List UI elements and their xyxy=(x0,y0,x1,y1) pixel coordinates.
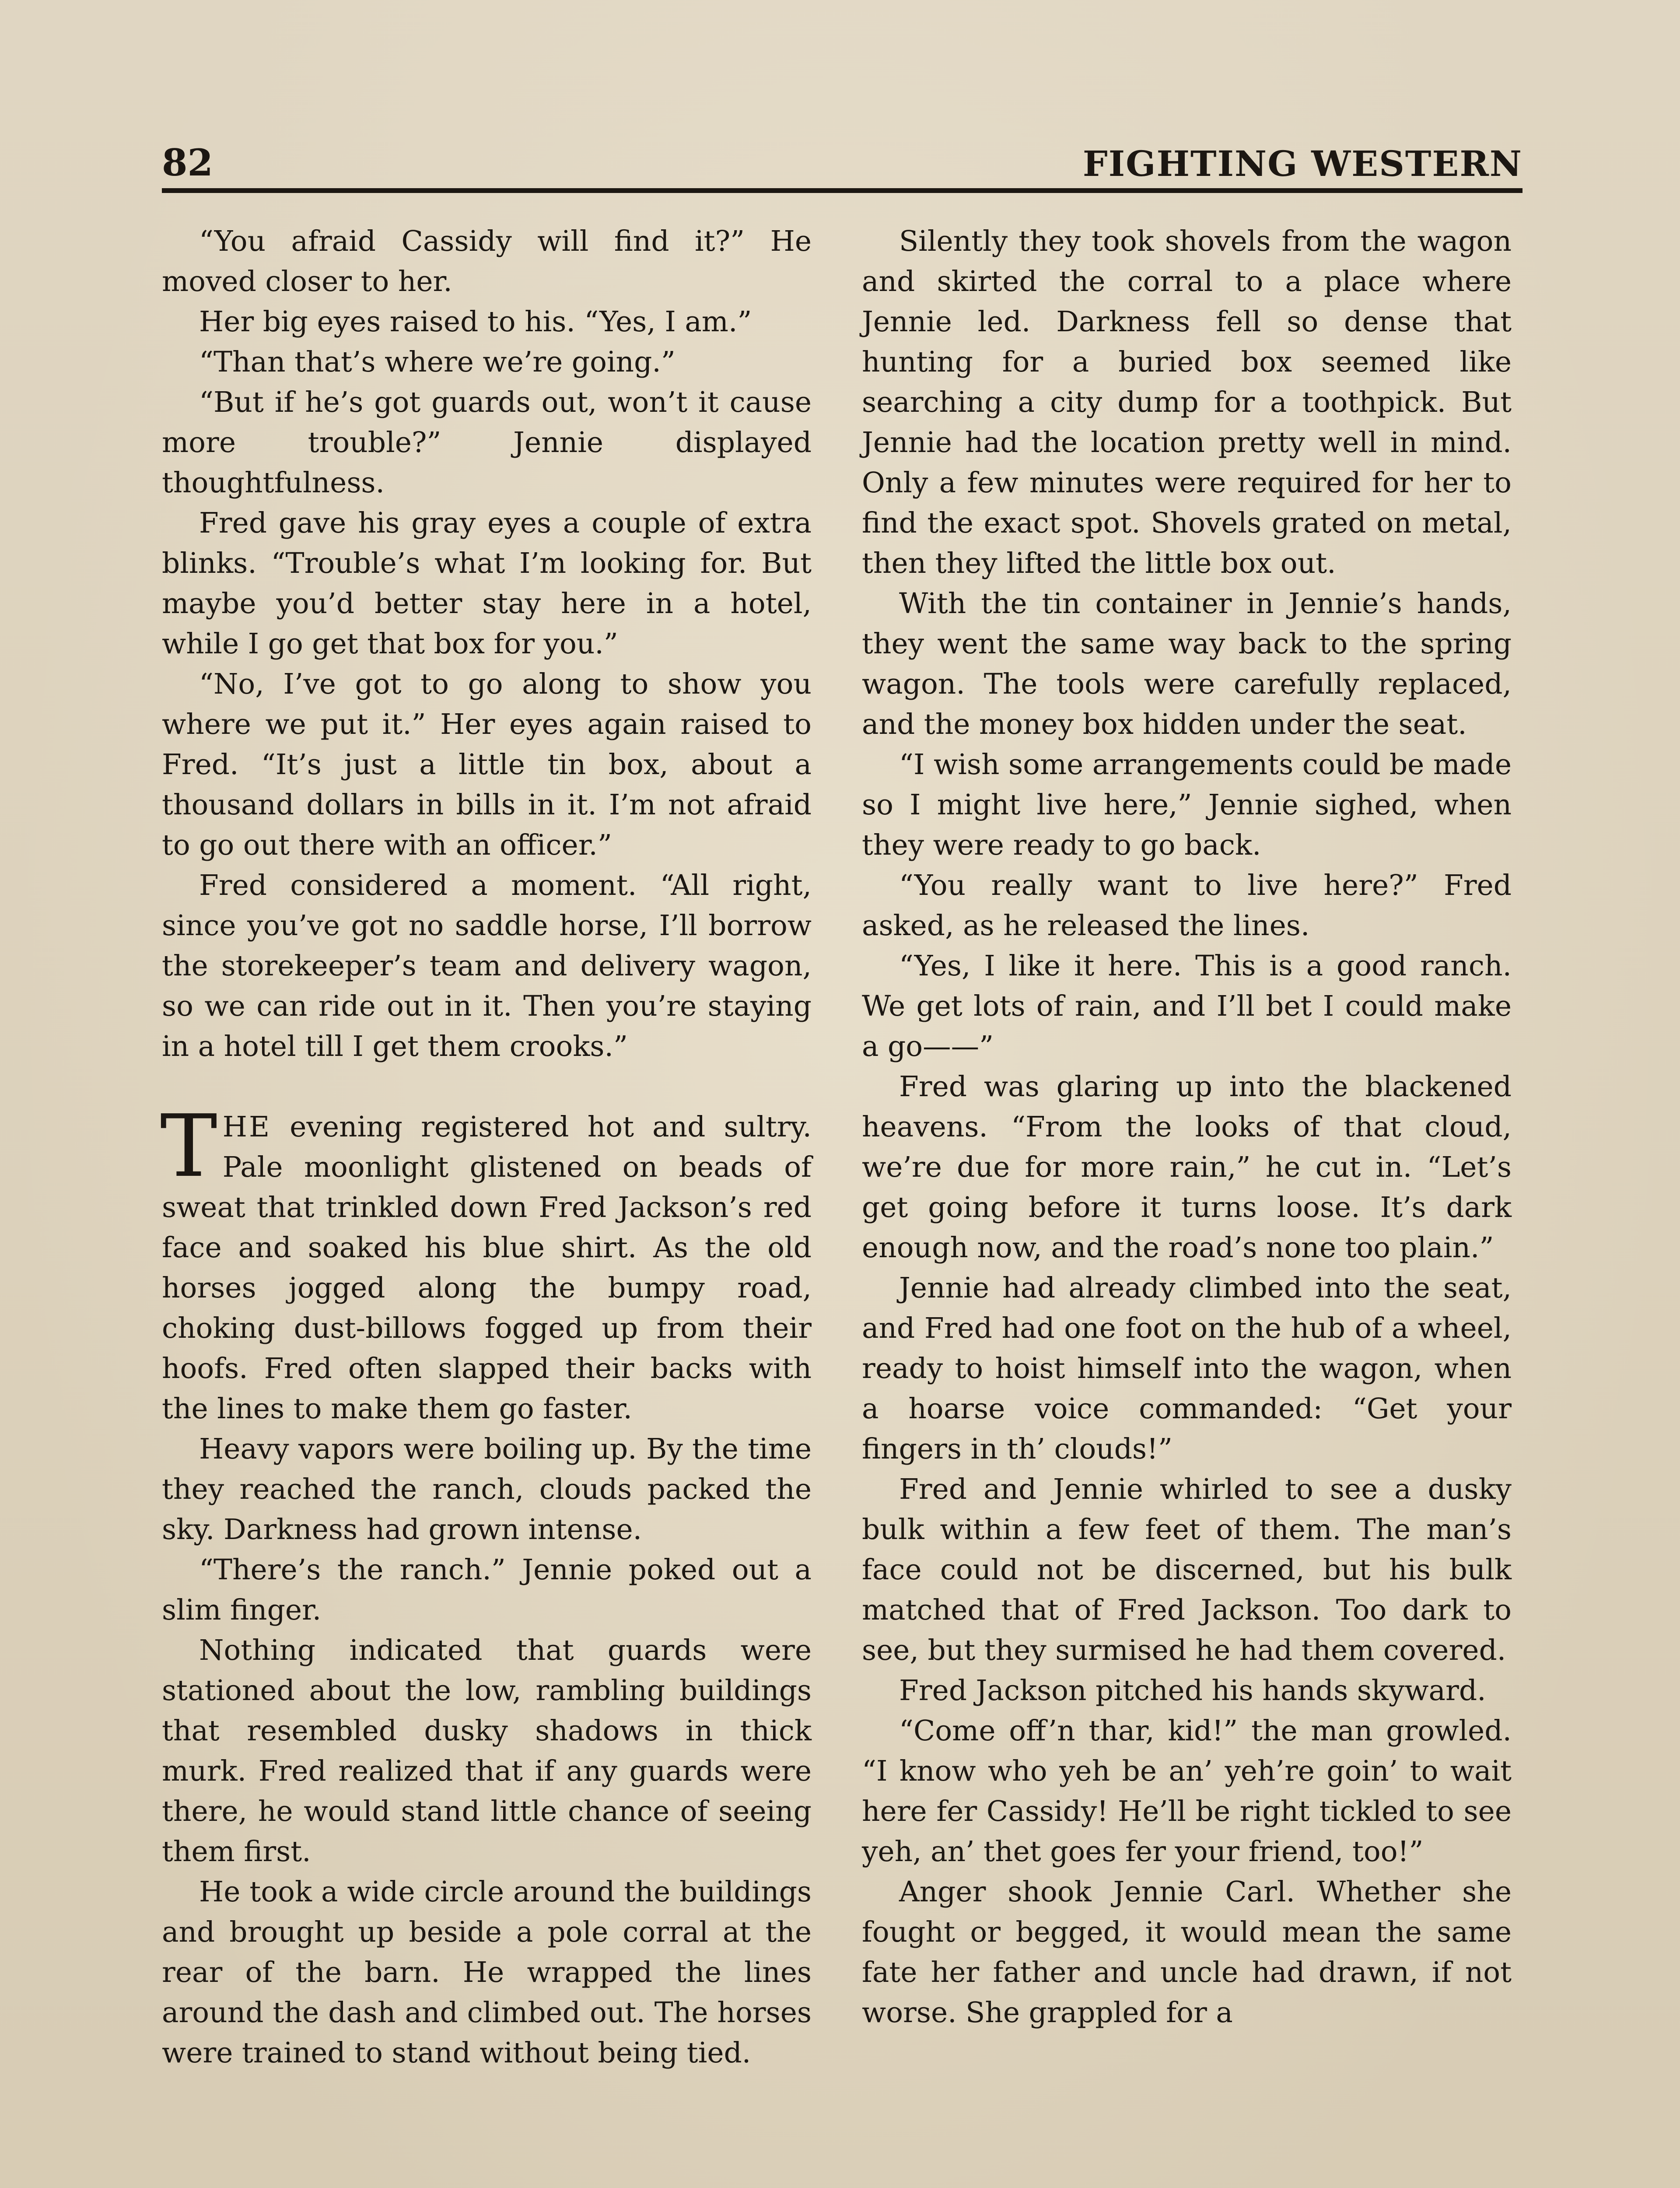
section-opening-paragraph xyxy=(160,1097,812,1429)
paragraph: “You really want to live here?” Fred asked, as he released the lines. xyxy=(862,869,1512,942)
paragraph: Nothing indicated that guards were stationed about the low, rambling buildings that resembled dusky shadows in thick murk. Fred realized that if any guards were there, he would stand little chance of seeing them first. xyxy=(162,1634,812,1868)
magazine-title: FIGHTING WESTERN xyxy=(1082,143,1522,184)
paragraph: Fred was glaring up into the blackened heavens. “From the looks of that cloud, we’re due for more rain,” he cut in. “Let’s get going before it turns loose. It’s dark enough now, and the road’s none too plain.” xyxy=(862,1070,1512,1264)
paragraph: “Than that’s where we’re going.” xyxy=(199,346,676,379)
paragraph: “Yes, I like it here. This is a good ranch. We get lots of rain, and I’ll bet I could make a go——” xyxy=(862,950,1512,1063)
paragraph: Fred and Jennie whirled to see a dusky bulk within a few feet of them. The man’s face could not be discerned, but his bulk matched that of Fred Jackson. Too dark to see, but they surmised he had them covered. xyxy=(862,1473,1512,1667)
paragraph: Fred considered a moment. “All right, since you’ve got no saddle horse, I’ll borrow the storekeeper’s team and delivery wagon, so we can ride out in it. Then you’re staying in a hotel till I get them crooks.” xyxy=(162,869,812,1063)
opening-small-caps: HE xyxy=(222,1111,272,1143)
paragraph: Jennie had already climbed into the seat, and Fred had one foot on the hub of a wheel, ready to hoist himself into the wagon, when a hoarse voice commanded: “Get your fingers in th’ clouds!” xyxy=(862,1272,1512,1466)
paragraph: “No, I’ve got to go along to show you where we put it.” Her eyes again raised to Fred. “It’s just a little tin box, about a thousand dollars in bills in it. I’m not afraid to go out there with an officer.” xyxy=(162,668,812,862)
left-column xyxy=(162,221,812,2073)
paragraph: “Come off’n thar, kid!” the man growled. “I know who yeh be an’ yeh’re goin’ to wait here fer Cassidy! He’ll be right tickled to see yeh, an’ thet goes fer your friend, too!” xyxy=(862,1715,1512,1868)
paragraph: With the tin container in Jennie’s hands, they went the same way back to the spring wagon. The tools were carefully replaced, and the money box hidden under the seat. xyxy=(862,587,1512,741)
paragraph: Anger shook Jennie Carl. Whether she fought or begged, it would mean the same fate her father and uncle had drawn, if not worse. She grappled for a xyxy=(862,1876,1512,2029)
right-column xyxy=(862,221,1512,2033)
drop-cap: T xyxy=(160,1097,217,1196)
section-break xyxy=(162,1067,812,1107)
paragraph: “You afraid Cassidy will find it?” He moved closer to her. xyxy=(162,225,812,298)
paragraph: Silently they took shovels from the wagon and skirted the corral to a place where Jennie led. Darkness fell so dense that hunting for a buried box seemed like searching a city dump for a toothpick. But Jennie had the location pretty well in mind. Only a few minutes were required for her to find the exact spot. Shovels grated on metal, then they lifted the little box out. xyxy=(862,225,1512,580)
paragraph: “There’s the ranch.” Jennie poked out a slim finger. xyxy=(162,1553,812,1627)
page-number: 82 xyxy=(162,141,213,184)
paragraph: Fred gave his gray eyes a couple of extra blinks. “Trouble’s what I’m looking for. But maybe you’d better stay here in a hotel, while I go get that box for you.” xyxy=(162,507,812,660)
paragraph: “I wish some arrangements could be made so I might live here,” Jennie sighed, when they were ready to go back. xyxy=(862,748,1512,862)
paragraph: Fred Jackson pitched his hands skyward. xyxy=(899,1674,1486,1707)
paragraph: He took a wide circle around the buildings and brought up beside a pole corral at the rear of the barn. He wrapped the lines around the dash and climbed out. The horses were trained to stand without being tied. xyxy=(162,1876,812,2069)
paragraph: Her big eyes raised to his. “Yes, I am.” xyxy=(199,305,752,338)
opening-text: evening registered hot and sultry. Pale moonlight glistened on beads of sweat that trinkled down Fred Jackson’s red face and soaked his blue shirt. As the old horses jogged along the bumpy road, choking dust-billows fogged up from their hoofs. Fred often slapped their backs with the lines to make them go faster. xyxy=(162,1111,812,1425)
paragraph: “But if he’s got guards out, won’t it cause more trouble?” Jennie displayed thoughtfulness. xyxy=(162,386,812,499)
page-header xyxy=(162,127,1522,193)
paragraph: Heavy vapors were boiling up. By the time they reached the ranch, clouds packed the sky. Darkness had grown intense. xyxy=(162,1433,812,1546)
